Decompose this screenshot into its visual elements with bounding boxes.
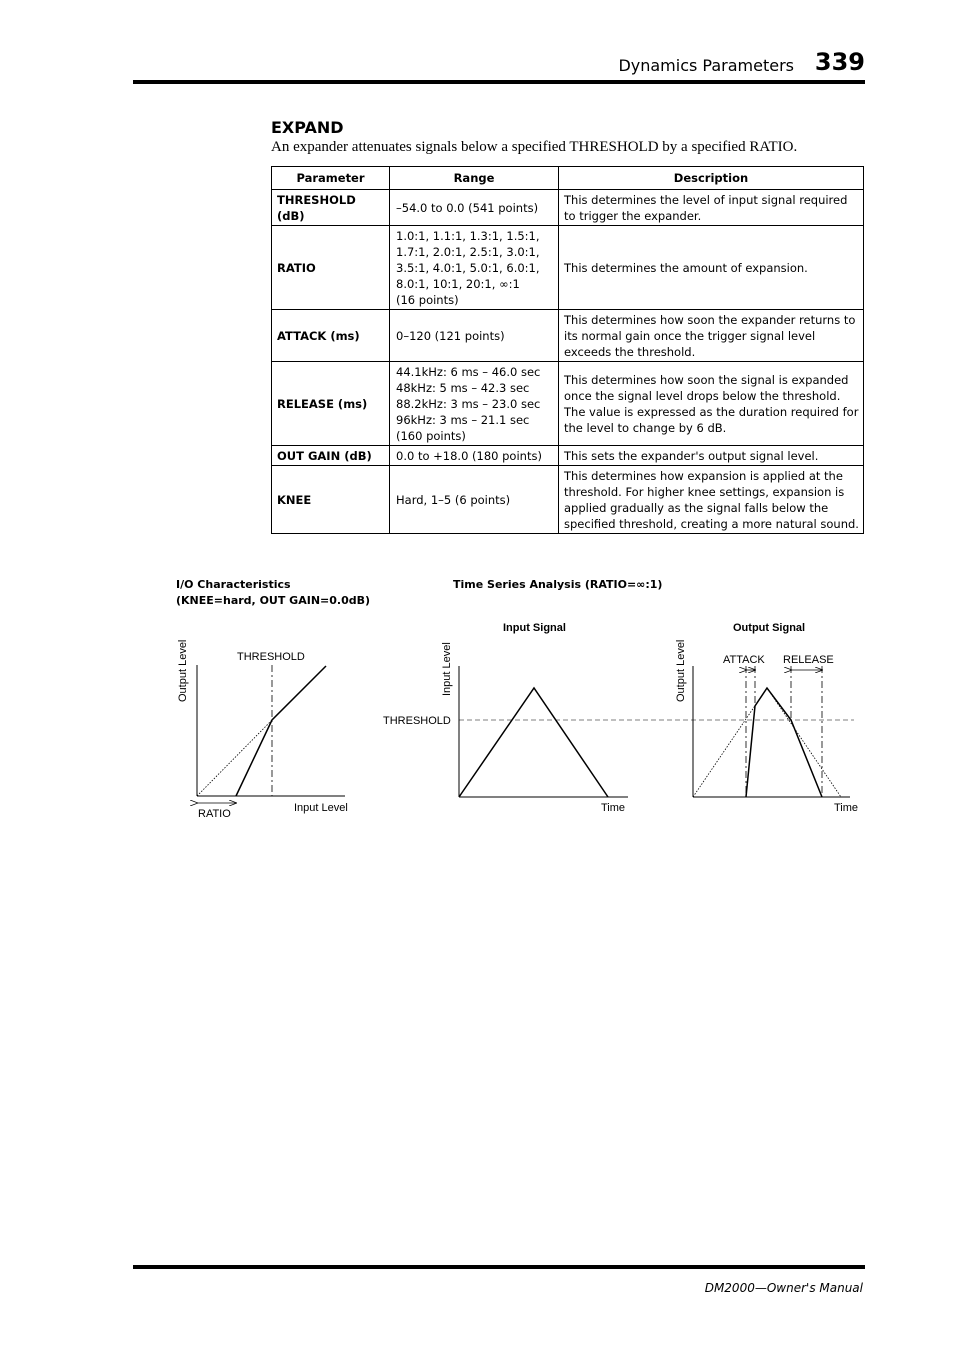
io-threshold-label: THRESHOLD: [237, 651, 305, 663]
intro-paragraph: An expander attenuates signals below a specified THRESHOLD by a specified RATIO.: [271, 139, 798, 155]
input-signal-waveform: [459, 688, 608, 797]
input-level-label: Input Level: [441, 642, 453, 696]
footer-rule: [133, 1265, 865, 1269]
param-cell: KNEE: [272, 466, 390, 534]
footer-manual-title: DM2000—Owner's Manual: [704, 1281, 863, 1295]
release-label: RELEASE: [783, 654, 834, 666]
column-header-description: Description: [559, 167, 864, 190]
column-header-range: Range: [390, 167, 559, 190]
range-cell: Hard, 1–5 (6 points): [390, 466, 559, 534]
param-cell: THRESHOLD (dB): [272, 190, 390, 226]
io-characteristics-diagram: [177, 640, 348, 820]
param-cell: OUT GAIN (dB): [272, 446, 390, 466]
param-cell: RATIO: [272, 226, 390, 310]
io-figure-title-line-2: (KNEE=hard, OUT GAIN=0.0dB): [176, 594, 371, 607]
range-cell: –54.0 to 0.0 (541 points): [390, 190, 559, 226]
output-signal-title: Output Signal: [733, 622, 806, 634]
io-input-level-label: Input Level: [294, 802, 348, 814]
column-header-parameter: Parameter: [272, 167, 390, 190]
range-cell: 1.0:1, 1.1:1, 1.3:1, 1.5:1, 1.7:1, 2.0:1, 2.5:1, 3.0:1, 3.5:1, 4.0:1, 5.0:1, 6.0:1, 8.0:1, 10:1, 20:1, ∞:1 (16 points): [390, 226, 559, 310]
input-signal-diagram: [383, 622, 854, 814]
description-cell: This determines how expansion is applied at the threshold. For higher knee settings, expansion is applied gradually as the signal falls below the specified threshold, creating a more natural sound.: [559, 466, 864, 534]
time-series-figure-title: Time Series Analysis (RATIO=∞:1): [453, 578, 663, 591]
io-unity-reference-line: [197, 720, 272, 796]
io-figure-title-line-1: I/O Characteristics: [176, 578, 291, 591]
range-cell: 44.1kHz: 6 ms – 46.0 sec 48kHz: 5 ms – 42.3 sec 88.2kHz: 3 ms – 23.0 sec 96kHz: 3 ms – 21.1 sec (160 points): [390, 362, 559, 446]
description-cell: This sets the expander's output signal level.: [559, 446, 864, 466]
section-title: EXPAND: [271, 118, 344, 137]
io-transfer-curve: [236, 666, 326, 796]
param-cell: RELEASE (ms): [272, 362, 390, 446]
range-cell: 0–120 (121 points): [390, 310, 559, 362]
output-signal-diagram: [675, 622, 858, 814]
input-time-label: Time: [601, 802, 626, 814]
attack-label: ATTACK: [723, 654, 765, 666]
running-header-section: Dynamics Parameters: [618, 56, 794, 75]
description-cell: This determines how soon the expander returns to its normal gain once the trigger signal level exceeds the threshold.: [559, 310, 864, 362]
io-output-level-label: Output Level: [177, 639, 189, 702]
threshold-label: THRESHOLD: [383, 715, 451, 727]
output-reference-waveform: [693, 688, 841, 797]
input-signal-title: Input Signal: [503, 622, 566, 634]
output-signal-waveform: [746, 688, 822, 797]
description-cell: This determines the level of input signal required to trigger the expander.: [559, 190, 864, 226]
description-cell: This determines the amount of expansion.: [559, 226, 864, 310]
description-cell: This determines how soon the signal is expanded once the signal level drops below the threshold. The value is expressed as the duration required for the level to change by 6 dB.: [559, 362, 864, 446]
page-number: 339: [814, 48, 865, 76]
param-cell: ATTACK (ms): [272, 310, 390, 362]
output-time-label: Time: [834, 802, 859, 814]
range-cell: 0.0 to +18.0 (180 points): [390, 446, 559, 466]
io-ratio-label: RATIO: [198, 808, 231, 820]
output-level-label: Output Level: [675, 639, 687, 702]
